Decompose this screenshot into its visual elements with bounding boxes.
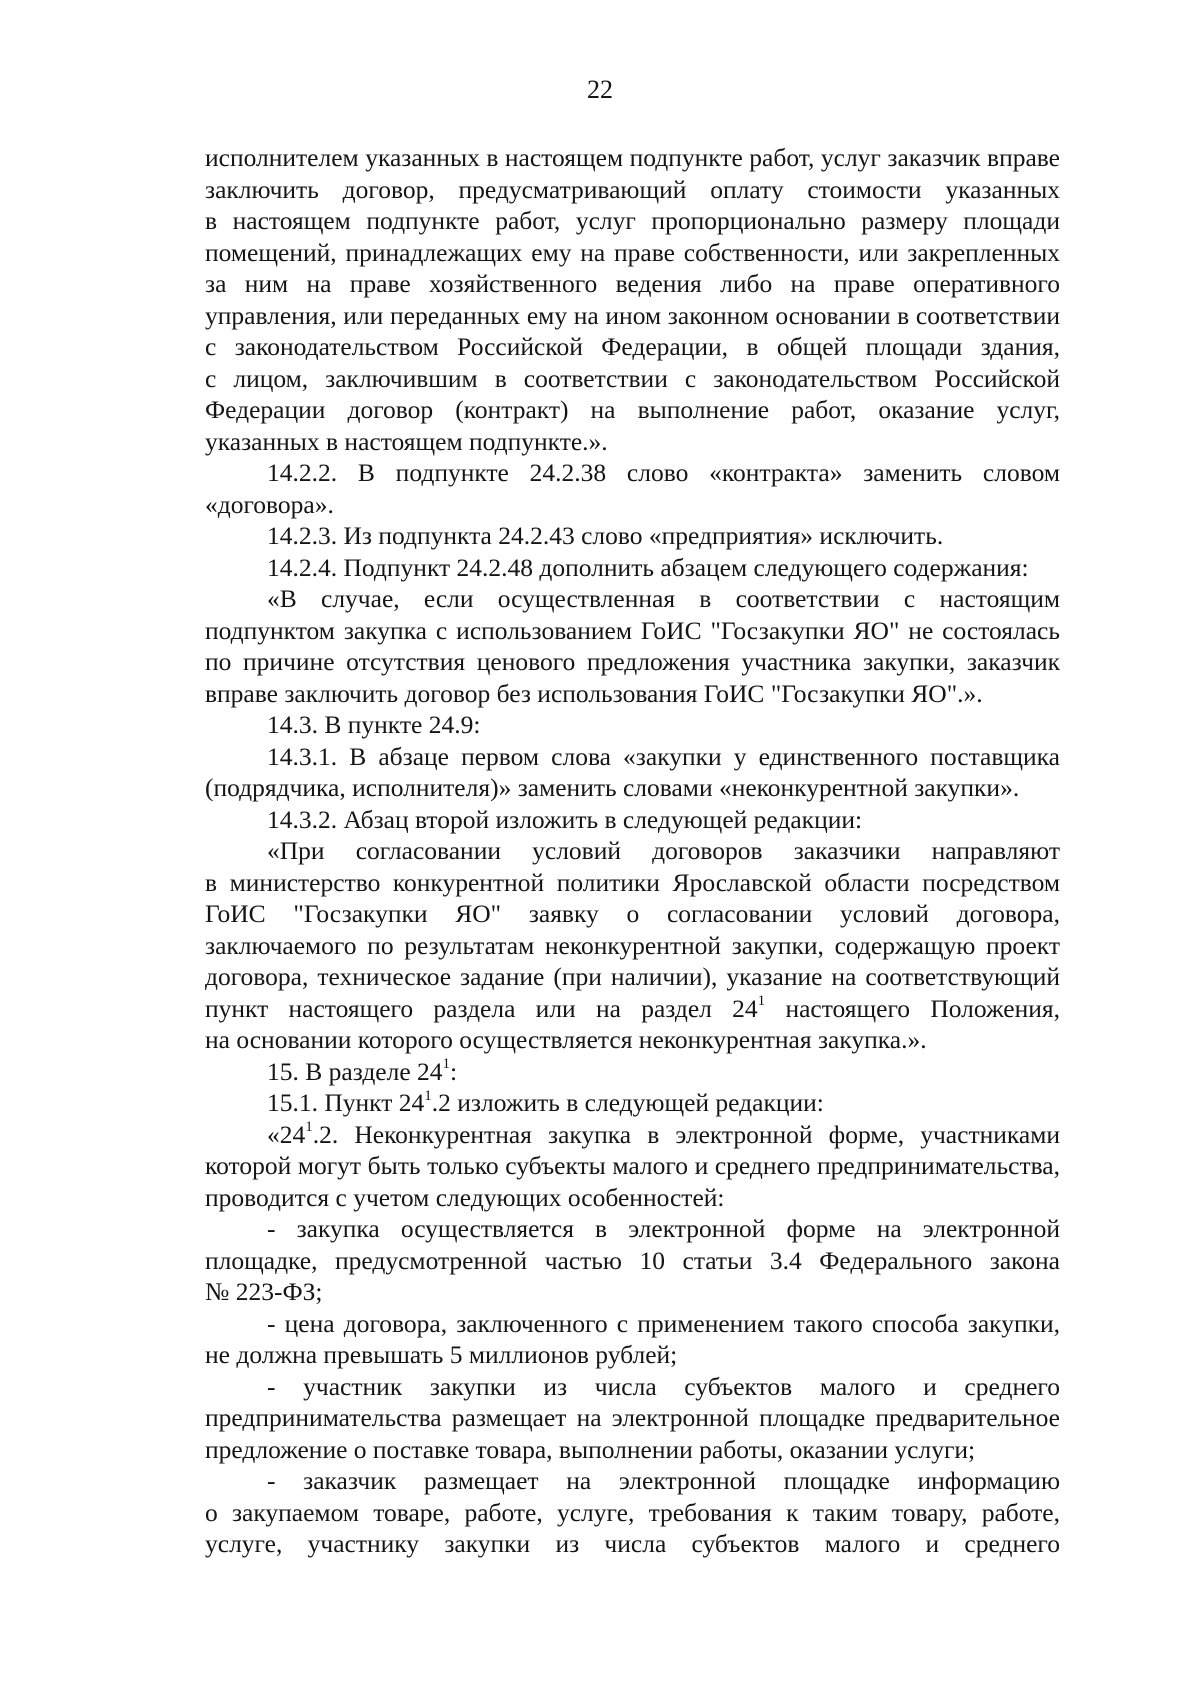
- line-text: помещений, принадлежащих ему на праве собственности, или закрепленных: [205, 237, 1060, 267]
- line-text: проводится с учетом следующих особенностей:: [205, 1182, 725, 1212]
- line-text: на основании которого осуществляется неконкурентная закупка.».: [205, 1025, 927, 1054]
- text-line: [205, 867, 1060, 899]
- line-text: «В случае, если осуществленная в соответствии с настоящим: [267, 584, 1060, 613]
- text-line: [205, 1150, 1060, 1182]
- document-body: [205, 142, 1060, 1560]
- text-line: [205, 741, 1060, 773]
- line-text: 15. В разделе 24: [267, 1056, 443, 1086]
- text-line: [205, 1245, 1060, 1277]
- text-line: [205, 930, 1060, 962]
- text-line: [205, 961, 1060, 993]
- line-text: 14.3. В пункте 24.9:: [267, 710, 481, 739]
- text-line: [205, 363, 1060, 395]
- line-text: 14.2.3. Из подпункта 24.2.43 слово «предприятия» исключить.: [267, 521, 944, 550]
- text-line: [205, 1465, 1060, 1497]
- line-text: в министерство конкурентной политики Ярославской области посредством: [205, 867, 1060, 897]
- text-line: [205, 1434, 1060, 1466]
- line-text: заключить договор, предусматривающий оплату стоимости указанных: [205, 174, 1060, 204]
- line-text: 14.3.1. В абзаце первом слова «закупки у единственного поставщика: [267, 741, 1060, 771]
- text-line: [205, 772, 1060, 804]
- line-text: 14.2.2. В подпункте 24.2.38 слово «контракта» заменить словом: [267, 458, 1060, 487]
- text-line: [205, 426, 1060, 458]
- line-text: пункт настоящего раздела или на раздел 24: [205, 993, 758, 1023]
- superscript: 1: [305, 1119, 313, 1135]
- text-line: [205, 1339, 1060, 1371]
- page-number: 22: [587, 75, 613, 104]
- line-text: «При согласовании условий договоров заказчики направляют: [267, 836, 1060, 865]
- line-text-continued: :: [450, 1056, 458, 1086]
- superscript: 1: [442, 1056, 451, 1072]
- line-text: - участник закупки из числа субъектов малого и среднего: [267, 1371, 1060, 1401]
- text-line: [205, 615, 1060, 647]
- text-line: [205, 804, 1060, 836]
- text-line: [205, 268, 1060, 300]
- text-line: [205, 1371, 1060, 1403]
- text-line: [205, 646, 1060, 678]
- text-line: [205, 1497, 1060, 1529]
- line-text: Федерации договор (контракт) на выполнение работ, оказание услуг,: [205, 395, 1060, 424]
- line-text: о закупаемом товаре, работе, услуге, требования к таким товару, работе,: [205, 1497, 1060, 1527]
- line-text: 15.1. Пункт 24: [267, 1088, 425, 1117]
- line-text: 14.3.2. Абзац второй изложить в следующей редакции:: [267, 804, 863, 834]
- line-text: «24: [267, 1119, 306, 1149]
- text-line: [205, 1213, 1060, 1245]
- text-line: [205, 1087, 1060, 1119]
- text-line: [205, 1402, 1060, 1434]
- text-line: [205, 993, 1060, 1025]
- text-line: [205, 520, 1060, 552]
- line-text: с лицом, заключившим в соответствии с законодательством Российской: [205, 363, 1060, 393]
- line-text: с законодательством Российской Федерации, в общей площади здания,: [205, 332, 1060, 361]
- text-line: [205, 174, 1060, 206]
- line-text-continued: .2 изложить в следующей редакции:: [431, 1088, 824, 1117]
- line-text: (подрядчика, исполнителя)» заменить словами «неконкурентной закупки».: [205, 773, 1020, 802]
- superscript: 1: [424, 1087, 432, 1104]
- line-text: № 223-ФЗ;: [205, 1277, 323, 1306]
- text-line: [205, 205, 1060, 237]
- line-text: - заказчик размещает на электронной площадке информацию: [267, 1466, 1060, 1495]
- text-line: [205, 1119, 1060, 1151]
- line-text: услуге, участнику закупки из числа субъектов малого и среднего: [205, 1529, 1060, 1558]
- line-text: предложение о поставке товара, выполнении работы, оказании услуги;: [205, 1434, 976, 1464]
- text-line: [205, 1024, 1060, 1056]
- text-line: [205, 142, 1060, 174]
- line-text: - закупка осуществляется в электронной форме на электронной: [267, 1214, 1060, 1243]
- text-line: [205, 300, 1060, 332]
- line-text-continued: .2. Неконкурентная закупка в электронной форме, участниками: [312, 1119, 1060, 1149]
- line-text: площадке, предусмотренной частью 10 статьи 3.4 Федерального закона: [205, 1245, 1060, 1275]
- text-line: [205, 394, 1060, 426]
- text-line: [205, 835, 1060, 867]
- line-text: ГоИС "Госзакупки ЯО" заявку о согласовании условий договора,: [205, 899, 1060, 928]
- line-text: не должна превышать 5 миллионов рублей;: [205, 1340, 678, 1369]
- text-line: [205, 489, 1060, 521]
- text-line: [205, 583, 1060, 615]
- text-line: [205, 552, 1060, 584]
- text-line: [205, 1308, 1060, 1340]
- text-line: [205, 237, 1060, 269]
- text-line: [205, 1056, 1060, 1088]
- text-line: [205, 1182, 1060, 1214]
- line-text: указанных в настоящем подпункте.».: [205, 426, 608, 456]
- line-text: в настоящем подпункте работ, услуг пропорционально размеру площади: [205, 206, 1060, 235]
- text-line: [205, 898, 1060, 930]
- line-text: 14.2.4. Подпункт 24.2.48 дополнить абзацем следующего содержания:: [267, 552, 1029, 582]
- line-text: за ним на праве хозяйственного ведения либо на праве оперативного: [205, 269, 1060, 298]
- line-text-continued: настоящего Положения,: [765, 993, 1060, 1023]
- line-text: исполнителем указанных в настоящем подпункте работ, услуг заказчик вправе: [205, 143, 1060, 172]
- text-line: [205, 1276, 1060, 1308]
- line-text: подпунктом закупка с использованием ГоИС "Госзакупки ЯО" не состоялась: [205, 615, 1060, 645]
- line-text: предпринимательства размещает на электронной площадке предварительное: [205, 1403, 1060, 1432]
- line-text: договора, техническое задание (при наличии), указание на соответствующий: [205, 962, 1060, 991]
- line-text: вправе заключить договор без использования ГоИС "Госзакупки ЯО".».: [205, 678, 983, 708]
- line-text: «договора».: [205, 489, 334, 519]
- line-text: управления, или переданных ему на ином законном основании в соответствии: [205, 300, 1060, 330]
- line-text: - цена договора, заключенного с применением такого способа закупки,: [267, 1308, 1060, 1338]
- text-line: [205, 457, 1060, 489]
- line-text: заключаемого по результатам неконкурентной закупки, содержащую проект: [205, 930, 1060, 960]
- line-text: по причине отсутствия ценового предложения участника закупки, заказчик: [205, 647, 1060, 676]
- line-text: которой могут быть только субъекты малого и среднего предпринимательства,: [205, 1151, 1060, 1180]
- text-line: [205, 331, 1060, 363]
- superscript: 1: [757, 993, 766, 1009]
- text-line: [205, 678, 1060, 710]
- text-line: [205, 1528, 1060, 1560]
- text-line: [205, 709, 1060, 741]
